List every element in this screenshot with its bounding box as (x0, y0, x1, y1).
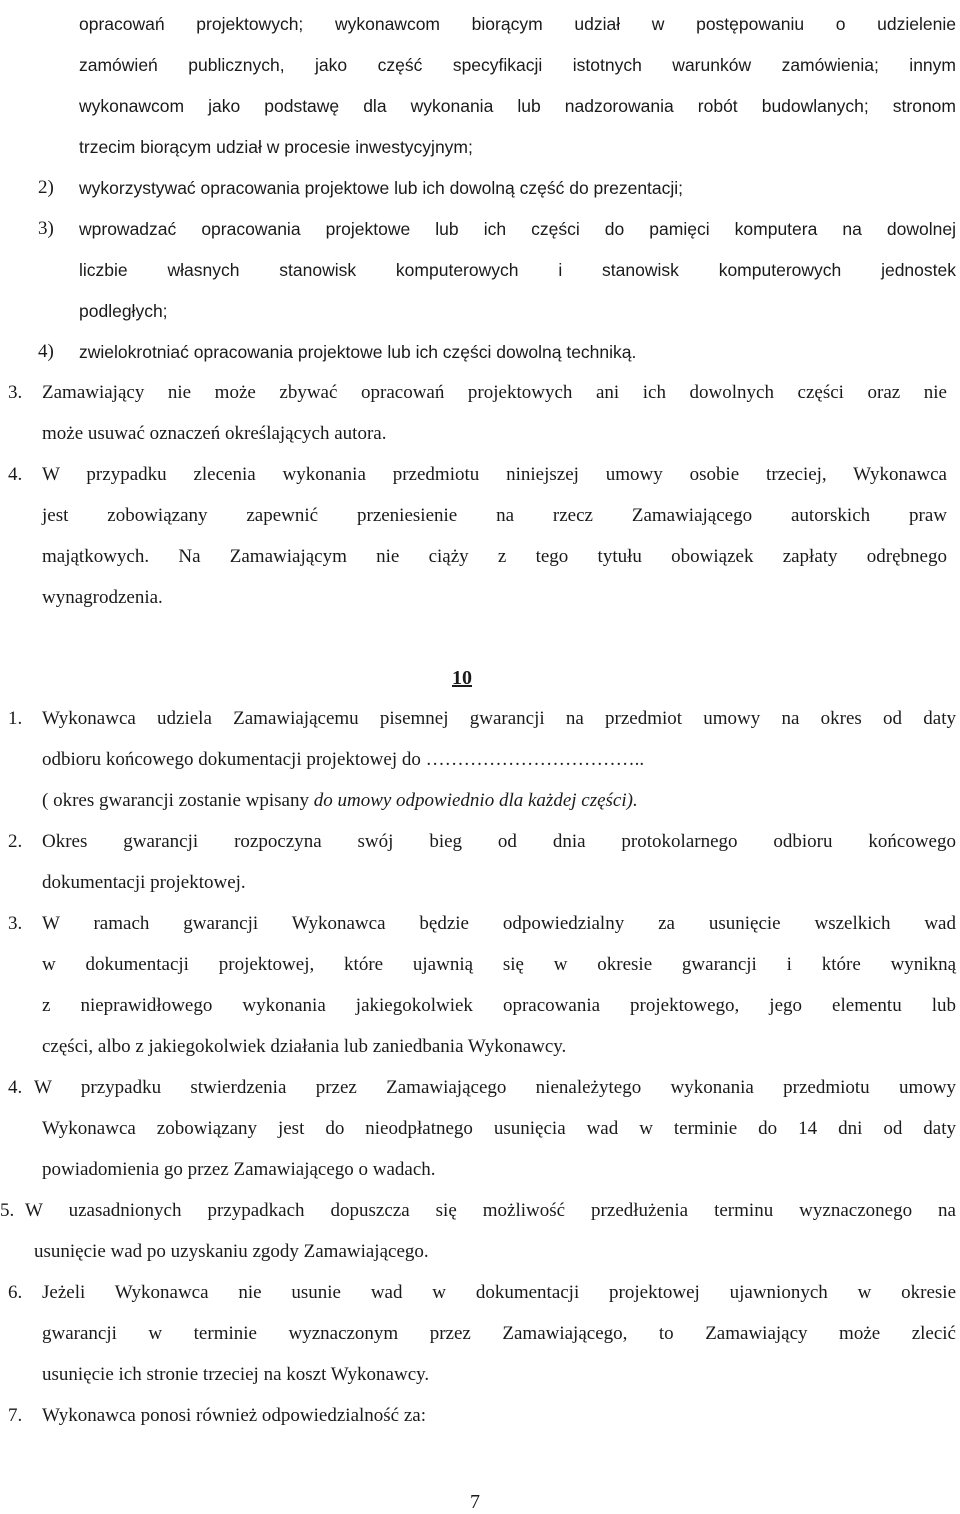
italic-span: do umowy odpowiednio dla każdej części). (313, 790, 638, 811)
list-number: 1. (8, 708, 23, 729)
text-line: Jeżeli Wykonawca nie usunie wad w dokumentacji projektowej ujawnionych w okresie (42, 1282, 956, 1303)
list-number: 2. (8, 831, 23, 852)
text-line: Zamawiający nie może zbywać opracowań projektowych ani ich dowolnych części oraz nie (42, 382, 947, 403)
text-line: gwarancji w terminie wyznaczonym przez Zamawiającego, to Zamawiający może zlecić (42, 1323, 956, 1344)
text-line: W ramach gwarancji Wykonawca będzie odpowiedzialny za usunięcie wszelkich wad (42, 913, 956, 934)
text-line: jest zobowiązany zapewnić przeniesienie na rzecz Zamawiającego autorskich praw (42, 505, 947, 526)
page-number: 7 (470, 1491, 480, 1513)
list-number: 4. (8, 1077, 23, 1098)
text-line: zamówień publicznych, jako część specyfikacji istotnych warunków zamówienia; innym (79, 55, 956, 75)
text-line: wykorzystywać opracowania projektowe lub ich dowolną część do prezentacji; (79, 178, 684, 198)
text-line: w dokumentacji projektowej, które ujawnią się w okresie gwarancji i które wynikną (42, 954, 956, 975)
text-line: Wykonawca ponosi również odpowiedzialność za: (42, 1405, 427, 1426)
list-number: 7. (8, 1405, 23, 1426)
text-line: wykonawcom jako podstawę dla wykonania lub nadzorowania robót budowlanych; stronom (79, 96, 956, 116)
list-number: 3) (38, 218, 54, 239)
text-line: W przypadku zlecenia wykonania przedmiotu niniejszej umowy osobie trzeciej, Wykonawca (42, 464, 947, 485)
text-line: wynagrodzenia. (42, 587, 163, 608)
text-line: z nieprawidłowego wykonania jakiegokolwiek opracowania projektowego, jego elementu lub (42, 995, 956, 1016)
text-line: Wykonawca udziela Zamawiającemu pisemnej gwarancji na przedmiot umowy na okres od daty (42, 708, 956, 729)
list-number: 3. (8, 382, 23, 403)
text-line: liczbie własnych stanowisk komputerowych i stanowisk komputerowych jednostek (79, 260, 956, 280)
text-line: usunięcie wad po uzyskaniu zgody Zamawiającego. (34, 1241, 429, 1262)
list-number: 5. (0, 1200, 15, 1221)
text-line: zwielokrotniać opracowania projektowe lub ich części dowolną techniką. (79, 342, 637, 362)
list-number: 6. (8, 1282, 23, 1303)
text-line: części, albo z jakiegokolwiek działania lub zaniedbania Wykonawcy. (42, 1036, 567, 1057)
list-number: 3. (8, 913, 23, 934)
list-number: 2) (38, 177, 54, 198)
text-line: dokumentacji projektowej. (42, 872, 246, 893)
text-line: Okres gwarancji rozpoczyna swój bieg od dnia protokolarnego odbioru końcowego (42, 831, 956, 852)
text-line: majątkowych. Na Zamawiającym nie ciąży z tego tytułu obowiązek zapłaty odrębnego (42, 546, 947, 567)
text-line: powiadomienia go przez Zamawiającego o wadach. (42, 1159, 436, 1180)
text-line: W uzasadnionych przypadkach dopuszcza się możliwość przedłużenia terminu wyznaczonego na (25, 1200, 956, 1221)
text-line: W przypadku stwierdzenia przez Zamawiającego nienależytego wykonania przedmiotu umowy (34, 1077, 956, 1098)
text-line: usunięcie ich stronie trzeciej na koszt Wykonawcy. (42, 1364, 430, 1385)
text-line: podległych; (79, 301, 168, 321)
text-line: opracowań projektowych; wykonawcom biorącym udział w postępowaniu o udzielenie (79, 14, 956, 34)
text-line: może usuwać oznaczeń określających autora. (42, 423, 387, 444)
list-number: 4) (38, 341, 54, 362)
list-number: 4. (8, 464, 23, 485)
text-line (42, 789, 638, 813)
text-line: wprowadzać opracowania projektowe lub ich części do pamięci komputera na dowolnej (79, 219, 956, 239)
text-line: Wykonawca zobowiązany jest do nieodpłatnego usunięcia wad w terminie do 14 dni od daty (42, 1118, 956, 1139)
text-span: ( okres gwarancji zostanie wpisany (42, 790, 314, 811)
text-line: trzecim biorącym udział w procesie inwestycyjnym; (79, 137, 473, 157)
section-heading: 10 (452, 667, 472, 689)
text-line: odbioru końcowego dokumentacji projektowej do …………………………….. (42, 749, 645, 770)
